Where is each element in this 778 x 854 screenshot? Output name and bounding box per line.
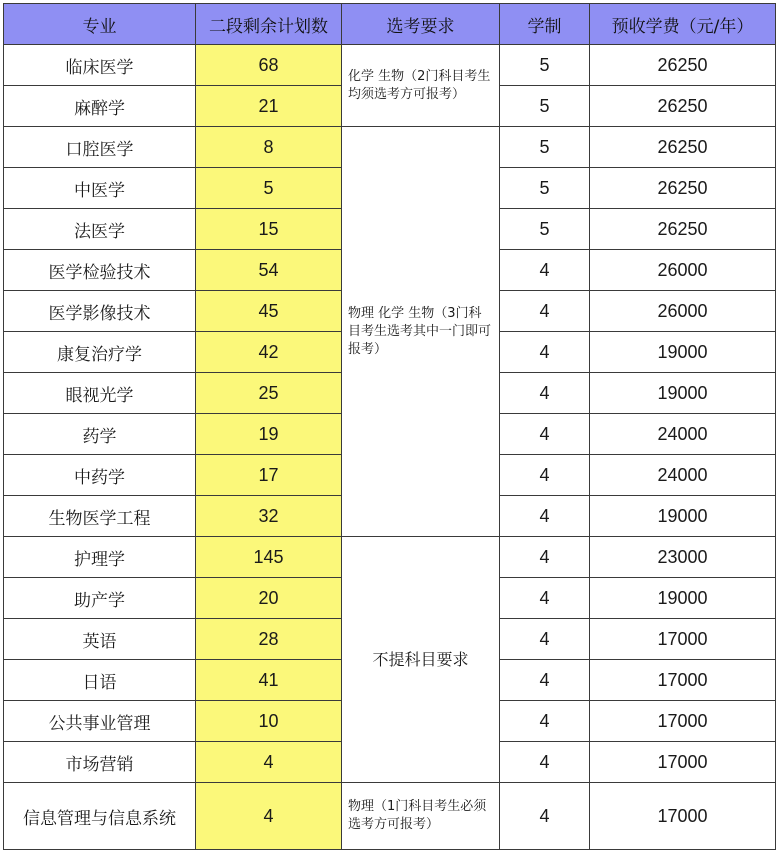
remaining-plan-cell: 68 — [196, 45, 342, 86]
major-cell: 中医学 — [4, 168, 196, 209]
remaining-plan-cell: 19 — [196, 414, 342, 455]
header-duration: 学制 — [500, 4, 590, 45]
major-cell: 医学影像技术 — [4, 291, 196, 332]
duration-cell: 5 — [500, 168, 590, 209]
major-cell: 麻醉学 — [4, 86, 196, 127]
table-row — [4, 537, 776, 578]
remaining-plan-cell: 45 — [196, 291, 342, 332]
table-body — [4, 45, 776, 850]
major-cell: 助产学 — [4, 578, 196, 619]
duration-cell: 4 — [500, 619, 590, 660]
major-cell: 生物医学工程 — [4, 496, 196, 537]
duration-cell: 4 — [500, 701, 590, 742]
table-row — [4, 783, 776, 850]
duration-cell: 4 — [500, 455, 590, 496]
remaining-plan-cell: 20 — [196, 578, 342, 619]
remaining-plan-cell: 54 — [196, 250, 342, 291]
major-cell: 市场营销 — [4, 742, 196, 783]
tuition-cell: 26250 — [590, 168, 776, 209]
duration-cell: 4 — [500, 660, 590, 701]
tuition-cell: 23000 — [590, 537, 776, 578]
major-cell: 临床医学 — [4, 45, 196, 86]
tuition-cell: 26250 — [590, 127, 776, 168]
subject-requirement-text: 不提科目要求 — [372, 649, 469, 669]
major-cell: 日语 — [4, 660, 196, 701]
duration-cell: 4 — [500, 291, 590, 332]
remaining-plan-cell: 21 — [196, 86, 342, 127]
tuition-cell: 26250 — [590, 45, 776, 86]
tuition-cell: 19000 — [590, 332, 776, 373]
duration-cell: 5 — [500, 86, 590, 127]
major-cell: 医学检验技术 — [4, 250, 196, 291]
duration-cell: 4 — [500, 742, 590, 783]
remaining-plan-cell: 41 — [196, 660, 342, 701]
remaining-plan-cell: 42 — [196, 332, 342, 373]
header-subject-requirement: 选考要求 — [342, 4, 500, 45]
major-cell: 护理学 — [4, 537, 196, 578]
table-row — [4, 127, 776, 168]
major-cell: 公共事业管理 — [4, 701, 196, 742]
remaining-plan-cell: 28 — [196, 619, 342, 660]
duration-cell: 4 — [500, 414, 590, 455]
duration-cell: 4 — [500, 373, 590, 414]
remaining-plan-cell: 32 — [196, 496, 342, 537]
remaining-plan-cell: 4 — [196, 742, 342, 783]
subject-requirement-cell — [342, 127, 500, 537]
major-cell: 信息管理与信息系统 — [4, 783, 196, 850]
tuition-cell: 17000 — [590, 783, 776, 850]
subject-requirement-cell — [342, 783, 500, 850]
tuition-cell: 26000 — [590, 250, 776, 291]
major-cell: 中药学 — [4, 455, 196, 496]
duration-cell: 5 — [500, 45, 590, 86]
duration-cell: 4 — [500, 578, 590, 619]
major-cell: 法医学 — [4, 209, 196, 250]
duration-cell: 4 — [500, 537, 590, 578]
major-cell: 康复治疗学 — [4, 332, 196, 373]
remaining-plan-cell: 8 — [196, 127, 342, 168]
tuition-cell: 24000 — [590, 455, 776, 496]
subject-requirement-text: 化学 生物（2门科目考生均须选考方可报考） — [348, 68, 491, 102]
duration-cell: 4 — [500, 496, 590, 537]
remaining-plan-cell: 5 — [196, 168, 342, 209]
major-cell: 口腔医学 — [4, 127, 196, 168]
remaining-plan-cell: 25 — [196, 373, 342, 414]
tuition-cell: 19000 — [590, 578, 776, 619]
tuition-cell: 19000 — [590, 496, 776, 537]
major-cell: 眼视光学 — [4, 373, 196, 414]
major-cell: 英语 — [4, 619, 196, 660]
tuition-cell: 26250 — [590, 209, 776, 250]
duration-cell: 4 — [500, 250, 590, 291]
duration-cell: 4 — [500, 783, 590, 850]
major-cell: 药学 — [4, 414, 196, 455]
tuition-cell: 26250 — [590, 86, 776, 127]
tuition-cell: 26000 — [590, 291, 776, 332]
duration-cell: 5 — [500, 209, 590, 250]
remaining-plan-cell: 145 — [196, 537, 342, 578]
duration-cell: 5 — [500, 127, 590, 168]
tuition-cell: 17000 — [590, 619, 776, 660]
table-row — [4, 45, 776, 86]
subject-requirement-cell — [342, 45, 500, 127]
duration-cell: 4 — [500, 332, 590, 373]
remaining-plan-cell: 17 — [196, 455, 342, 496]
remaining-plan-cell: 15 — [196, 209, 342, 250]
subject-requirement-text: 物理 化学 生物（3门科目考生选考其中一门即可报考） — [348, 305, 492, 357]
tuition-cell: 17000 — [590, 660, 776, 701]
tuition-cell: 17000 — [590, 742, 776, 783]
header-major: 专业 — [4, 4, 196, 45]
table-header-row — [4, 4, 776, 45]
tuition-cell: 19000 — [590, 373, 776, 414]
admission-plan-table — [3, 3, 776, 850]
subject-requirement-text: 物理（1门科目考生必须选考方可报考） — [348, 799, 487, 832]
tuition-cell: 24000 — [590, 414, 776, 455]
remaining-plan-cell: 10 — [196, 701, 342, 742]
subject-requirement-cell — [342, 537, 500, 783]
remaining-plan-cell: 4 — [196, 783, 342, 850]
header-remaining-plan: 二段剩余计划数 — [196, 4, 342, 45]
tuition-cell: 17000 — [590, 701, 776, 742]
header-tuition: 预收学费（元/年） — [590, 4, 776, 45]
